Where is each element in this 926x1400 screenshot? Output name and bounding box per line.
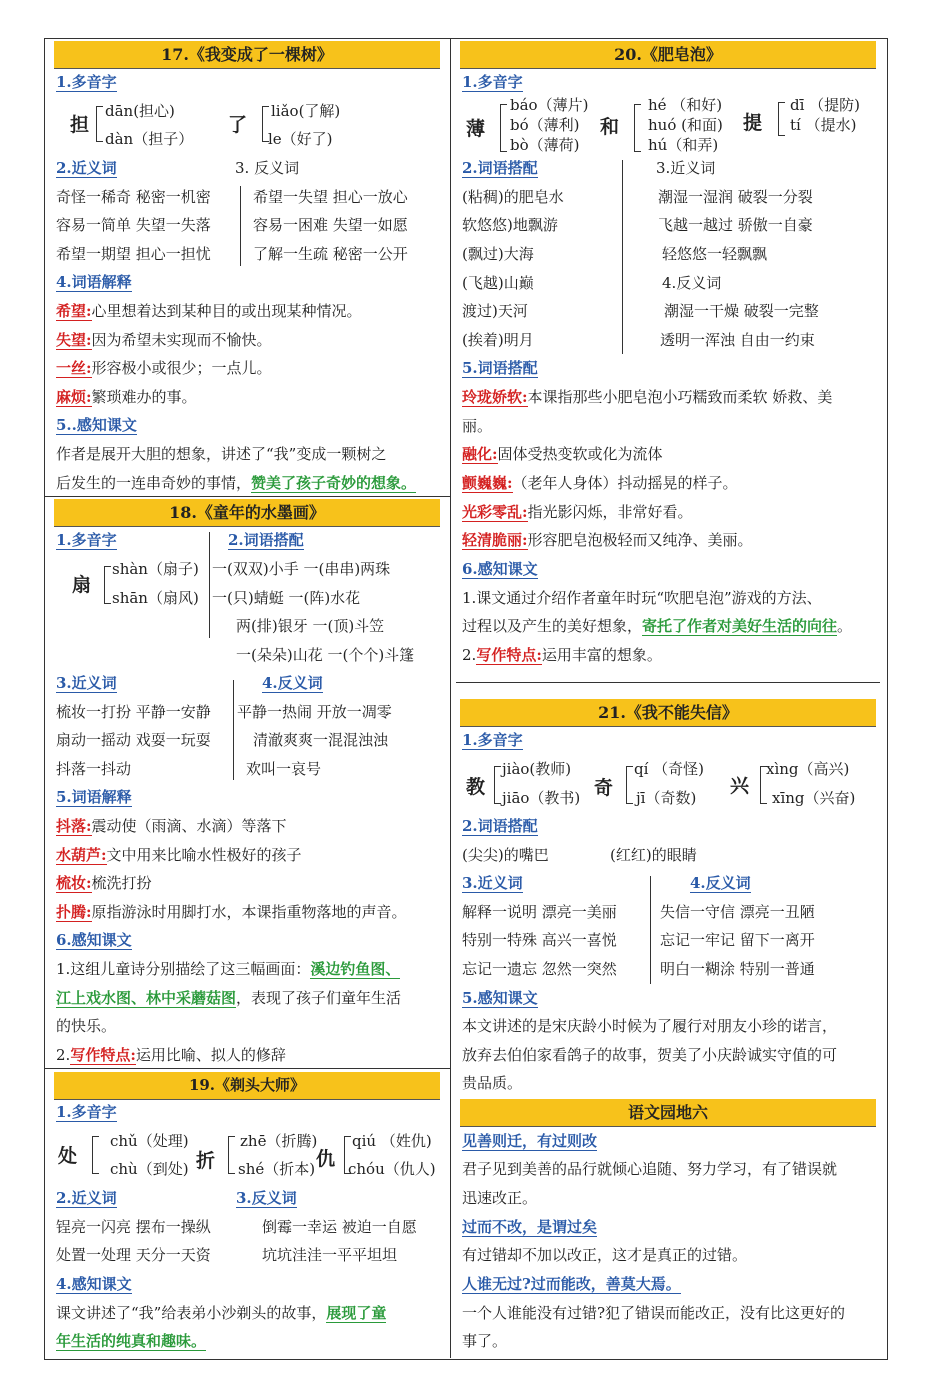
l18-sec-polyphone: 1.多音字 xyxy=(56,531,117,549)
word-pair-row: 坑坑洼洼一平平坦坦 xyxy=(262,1246,398,1264)
section-divider xyxy=(45,496,450,497)
word-pair-row: 失信一守信 漂亮一丑陋 xyxy=(660,903,815,921)
r20-char-he: 和 xyxy=(600,116,620,138)
section-divider xyxy=(45,1068,450,1069)
pinyin-item: chǔ（处理) xyxy=(110,1132,189,1150)
def-row: 玲珑娇软:本课指那些小肥皂泡小巧糯致而柔软 娇救、美 xyxy=(462,388,833,406)
pinyin-item: liǎo(了解) xyxy=(271,102,341,120)
collocation-row: 一(朵朵)山花 一(个个)斗篷 xyxy=(236,646,415,664)
paragraph-line: 1.这组儿童诗分别描绘了这三幅画面：溪边钓鱼图、 xyxy=(56,960,401,978)
word-pair-row: 奇怪一稀奇 秘密一机密 xyxy=(56,188,211,206)
paragraph-line: 作者是展开大胆的想象，讲述了“我”变成一颗树之 xyxy=(56,445,387,463)
word-pair-row: 扇动一摇动 戏耍一玩耍 xyxy=(56,731,211,749)
divider xyxy=(622,160,623,354)
r20-char-bao: 薄 xyxy=(466,118,486,140)
r20-sec-explain: 5.词语搭配 xyxy=(462,359,538,377)
collocation-row: (飘过)大海 xyxy=(462,245,534,263)
l17-sec-synonym: 2.近义词 xyxy=(56,159,117,177)
collocation-row: (尖尖)的嘴巴 xyxy=(462,846,549,864)
word-pair-row: 平静一热闹 开放一凋零 xyxy=(237,703,392,721)
paragraph-line: 2.写作特点:运用丰富的想象。 xyxy=(462,646,662,664)
def-row: 希望:心里想着达到某种目的或出现某种情况。 xyxy=(56,302,362,320)
def-row: 轻清脆丽:形容肥皂泡极轻而又纯净、美丽。 xyxy=(462,531,753,549)
word-pair-row: 潮湿一干燥 破裂一完整 xyxy=(664,302,819,320)
brace xyxy=(228,1136,235,1174)
word-pair-row: 潮湿一湿润 破裂一分裂 xyxy=(658,188,813,206)
l17-sec-perceive: 5..感知课文 xyxy=(56,416,137,434)
brace xyxy=(104,566,111,604)
paragraph-line: 贵品质。 xyxy=(462,1074,523,1092)
paragraph-line: 本文讲述的是宋庆龄小时候为了履行对朋友小珍的诺言， xyxy=(462,1017,838,1035)
l19-char-chu: 处 xyxy=(58,1145,78,1167)
paragraph-line: 迅速改正。 xyxy=(462,1189,538,1207)
pinyin-item: qí （奇怪) xyxy=(634,760,705,778)
lesson21-title: 21.《我不能失信》 xyxy=(460,699,876,727)
def-row: 光彩零乱:指光影闪烁，非常好看。 xyxy=(462,503,693,521)
word-pair-row: 欢叫一哀号 xyxy=(246,760,322,778)
pinyin-item: chù（到处) xyxy=(110,1160,189,1178)
paragraph-line: 事了。 xyxy=(462,1332,508,1350)
brace xyxy=(626,766,633,804)
collocation-row: 一(双双)小手 一(串串)两珠 xyxy=(212,560,391,578)
word-pair-row: 透明一浑浊 自由一约束 xyxy=(660,331,815,349)
r21-char-qi: 奇 xyxy=(594,777,614,799)
pinyin-item: hé （和好) xyxy=(648,96,723,114)
pinyin-item: shàn（扇子) xyxy=(112,560,199,578)
def-row: 水葫芦:文中用来比喻水性极好的孩子 xyxy=(56,846,302,864)
l19-sec-perceive: 4.感知课文 xyxy=(56,1275,132,1293)
paragraph-line: 课文讲述了“我”给表弟小沙剃头的故事，展现了童 xyxy=(56,1304,387,1322)
divider xyxy=(240,186,241,266)
def-row: 失望:因为希望未实现而不愉快。 xyxy=(56,331,272,349)
l19-sec-synonym: 2.近义词 xyxy=(56,1189,117,1207)
word-pair-row: 清澈爽爽一混混浊浊 xyxy=(253,731,389,749)
r21-sec-perceive: 5.感知课文 xyxy=(462,989,538,1007)
divider xyxy=(650,876,651,984)
def-row: 一丝:形容极小或很少；一点儿。 xyxy=(56,359,272,377)
paragraph-line: 的快乐。 xyxy=(56,1017,117,1035)
r20-sec-synonym: 3.近义词 xyxy=(656,159,716,177)
def-row: 扑腾:原指游泳时用脚打水，本课指重物落地的声音。 xyxy=(56,903,407,921)
brace xyxy=(500,104,507,152)
word-pair-row: 希望一失望 担心一放心 xyxy=(253,188,408,206)
l18-sec-explain: 5.词语解释 xyxy=(56,788,132,806)
word-pair-row: 特别一特殊 高兴一喜悦 xyxy=(462,931,617,949)
word-pair-row: 了解一生疏 秘密一公开 xyxy=(253,245,408,263)
garden-title: 语文园地六 xyxy=(460,1099,876,1127)
lesson17-title: 17.《我变成了一棵树》 xyxy=(54,41,440,69)
paragraph-line: 君子见到美善的品行就倾心追随、努力学习，有了错误就 xyxy=(462,1160,838,1178)
r20-char-ti: 提 xyxy=(743,112,763,134)
l19-char-chou: 仇 xyxy=(316,1148,336,1170)
l17-sec-polyphone: 1.多音字 xyxy=(56,73,117,91)
collocation-row: 渡过)天河 xyxy=(462,302,528,320)
word-pair-row: 忘记一牢记 留下一离开 xyxy=(660,931,815,949)
paragraph-line: 1.课文通过介绍作者童年时玩“吹肥皂泡”游戏的方法、 xyxy=(462,589,822,607)
word-pair-row: 解释一说明 漂亮一美丽 xyxy=(462,903,617,921)
pinyin-item: xìng（高兴) xyxy=(766,760,850,778)
r20-sec-perceive: 6.感知课文 xyxy=(462,560,538,578)
paragraph-line: 放弃去伯伯家看鸽子的故事，贺美了小庆龄诚实守值的可 xyxy=(462,1046,838,1064)
l17-char-le: 了 xyxy=(228,114,248,136)
pinyin-item: chóu（仇人) xyxy=(348,1160,436,1178)
brace xyxy=(778,102,785,136)
word-pair-row: 处置一处理 天分一天资 xyxy=(56,1246,211,1264)
pinyin-item: dàn（担子） xyxy=(105,130,194,148)
word-pair-row: 忘记一遗忘 忽然一突然 xyxy=(462,960,617,978)
garden-heading-3: 人谁无过?过而能改，善莫大焉。 xyxy=(462,1275,681,1293)
word-pair-row: 容易一困难 失望一如愿 xyxy=(253,216,408,234)
pinyin-item: dān(担心) xyxy=(105,102,175,120)
brace xyxy=(96,106,103,142)
paragraph-line: 有过错却不加以改正，这才是真正的过错。 xyxy=(462,1246,748,1264)
column-divider xyxy=(450,38,451,1358)
pinyin-item: shé（折本) xyxy=(238,1160,316,1178)
section-divider xyxy=(456,682,880,683)
r20-sec-antonym: 4.反义词 xyxy=(662,274,722,292)
l17-sec-explain: 4.词语解释 xyxy=(56,273,132,291)
collocation-row: (挨着)明月 xyxy=(462,331,534,349)
l17-sec-antonym: 3. 反义词 xyxy=(235,159,300,177)
r20-sec-collocation: 2.词语搭配 xyxy=(462,159,538,177)
def-row: 颤巍巍:（老年人身体）抖动摇晃的样子。 xyxy=(462,474,738,492)
pinyin-item: bò（薄荷) xyxy=(510,136,580,154)
pinyin-item: jiào(教师) xyxy=(502,760,572,778)
l18-sec-perceive: 6.感知课文 xyxy=(56,931,132,949)
r21-sec-collocation: 2.词语搭配 xyxy=(462,817,538,835)
lesson19-title: 19.《剃头大师》 xyxy=(54,1072,440,1100)
word-pair-row: 飞越一越过 骄傲一自豪 xyxy=(658,216,813,234)
pinyin-item: dī （提防) xyxy=(790,96,861,114)
pinyin-item: zhē（折腾) xyxy=(240,1132,318,1150)
collocation-row: 两(排)银牙 一(顶)斗笠 xyxy=(236,617,385,635)
paragraph-line: 一个人谁能没有过错?犯了错误而能改正，没有比这更好的 xyxy=(462,1304,846,1322)
paragraph-line: 过程以及产生的美好想象，寄托了作者对美好生活的向往。 xyxy=(462,617,853,635)
pinyin-item: qiú （姓仇) xyxy=(352,1132,432,1150)
collocation-row: (红红)的眼睛 xyxy=(610,846,697,864)
garden-heading-1: 见善则迁，有过则改 xyxy=(462,1132,598,1150)
def-row-cont: 丽。 xyxy=(462,417,493,435)
collocation-row: (飞越)山巅 xyxy=(462,274,534,292)
l19-sec-antonym: 3.反义词 xyxy=(236,1189,297,1207)
brace xyxy=(92,1136,99,1174)
collocation-row: 软悠悠)地飘游 xyxy=(462,216,558,234)
l18-char-shan: 扇 xyxy=(72,574,92,596)
pinyin-item: xīng（兴奋) xyxy=(772,789,856,807)
r21-sec-polyphone: 1.多音字 xyxy=(462,731,523,749)
pinyin-item: huó (和面) xyxy=(648,116,723,134)
l17-char-dan: 担 xyxy=(70,114,90,136)
l19-char-zhe: 折 xyxy=(196,1150,216,1172)
word-pair-row: 希望一期望 担心一担忧 xyxy=(56,245,211,263)
r21-char-xing: 兴 xyxy=(730,775,750,797)
word-pair-row: 倒霉一幸运 被迫一自愿 xyxy=(262,1218,417,1236)
r21-char-jiao: 教 xyxy=(466,776,486,798)
l19-sec-polyphone: 1.多音字 xyxy=(56,1103,117,1121)
def-row: 抖落:震动使（雨滴、水滴）等落下 xyxy=(56,817,287,835)
pinyin-item: bó（薄利) xyxy=(510,116,580,134)
pinyin-item: báo（薄片) xyxy=(510,96,589,114)
brace xyxy=(494,766,501,804)
l18-sec-collocation: 2.词语搭配 xyxy=(228,531,304,549)
paragraph-line: 年生活的纯真和趣味。 xyxy=(56,1332,207,1350)
lesson18-title: 18.《童年的水墨画》 xyxy=(54,499,440,527)
pinyin-item: le（好了) xyxy=(268,130,333,148)
word-pair-row: 梳妆一打扮 平静一安静 xyxy=(56,703,211,721)
paragraph-line: 2.写作特点:运用比喻、拟人的修辞 xyxy=(56,1046,286,1064)
brace xyxy=(634,104,641,152)
paragraph-line: 江上戏水图、林中采蘑菇图，表现了孩子们童年生活 xyxy=(56,989,402,1007)
l18-sec-synonym: 3.近义词 xyxy=(56,674,117,692)
divider xyxy=(209,532,210,638)
l18-sec-antonym: 4.反义词 xyxy=(262,674,323,692)
paragraph-line: 后发生的一连串奇妙的事情，赞美了孩子奇妙的想象。 xyxy=(56,474,417,492)
def-row: 梳妆:梳洗打扮 xyxy=(56,874,152,892)
divider xyxy=(233,680,234,780)
pinyin-item: tí （提水) xyxy=(790,116,857,134)
lesson20-title: 20.《肥皂泡》 xyxy=(460,41,876,69)
garden-heading-2: 过而不改，是谓过矣 xyxy=(462,1218,598,1236)
r21-sec-synonym: 3.近义词 xyxy=(462,874,523,892)
word-pair-row: 抖落一抖动 xyxy=(56,760,132,778)
word-pair-row: 锃亮一闪亮 摆布一操纵 xyxy=(56,1218,211,1236)
pinyin-item: jiāo（教书) xyxy=(502,789,581,807)
word-pair-row: 容易一简单 失望一失落 xyxy=(56,216,211,234)
def-row: 麻烦:繁琐难办的事。 xyxy=(56,388,197,406)
pinyin-item: hú（和弄) xyxy=(648,136,719,154)
word-pair-row: 明白一糊涂 特别一普通 xyxy=(660,960,815,978)
pinyin-item: jī（奇数) xyxy=(636,789,697,807)
def-row: 融化:固体受热变软或化为流体 xyxy=(462,445,663,463)
pinyin-item: shān（扇风) xyxy=(112,589,199,607)
collocation-row: (粘稠)的肥皂水 xyxy=(462,188,564,206)
r21-sec-antonym: 4.反义词 xyxy=(690,874,751,892)
r20-sec-polyphone: 1.多音字 xyxy=(462,73,523,91)
word-pair-row: 轻悠悠一轻飘飘 xyxy=(662,245,768,263)
collocation-row: 一(只)蜻蜓 一(阵)水花 xyxy=(212,589,361,607)
